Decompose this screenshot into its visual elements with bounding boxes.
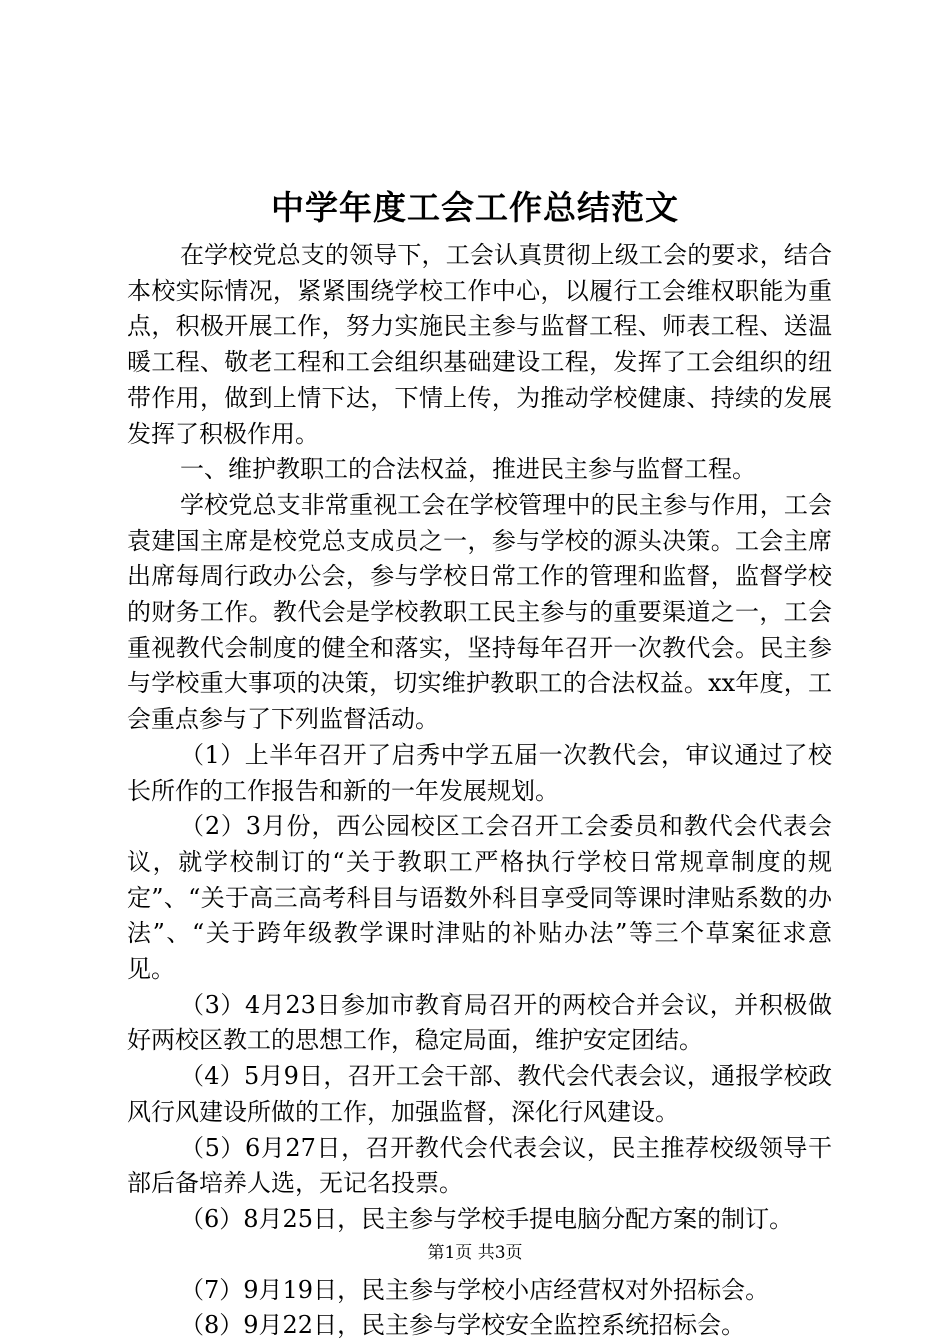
- list-item: （2）3月份，西公园校区工会召开工会委员和教代会代表会议，就学校制订的“关于教职工严格执行学校日常规章制度的规定”、“关于高三高考科目与语数外科目享受同等课时津贴系数的办法”、“关于跨年级教学课时津贴的补贴办法”等三个草案征求意见。: [127, 812, 832, 984]
- document-body: [127, 238, 832, 1344]
- section-heading: 一、维护教职工的合法权益，推进民主参与监督工程。: [180, 455, 756, 484]
- list-item: （3）4月23日参加市教育局召开的两校合并会议，并积极做好两校区教工的思想工作，稳定局面，维护安定团结。: [127, 990, 832, 1055]
- document-title: 中学年度工会工作总结范文: [271, 188, 679, 227]
- list-item: （4）5月9日，召开工会干部、教代会代表会议，通报学校政风行风建设所做的工作，加强监督，深化行风建设。: [127, 1062, 832, 1126]
- page-total: 共3页: [477, 1243, 523, 1263]
- list-item: （6）8月25日，民主参与学校手提电脑分配方案的制订。: [180, 1204, 794, 1233]
- page-number: 第1页: [427, 1243, 473, 1263]
- page-footer: [0, 1241, 950, 1265]
- intro-paragraph: 在学校党总支的领导下，工会认真贯彻上级工会的要求，结合本校实际情况，紧紧围绕学校工作中心，以履行工会维权职能为重点，积极开展工作，努力实施民主参与监督工程、师表工程、送温暖工程、敬老工程和工会组织基础建设工程，发挥了工会组织的纽带作用，做到上情下达，下情上传，为推动学校健康、持续的发展发挥了积极作用。: [127, 241, 832, 448]
- list-item: （7）9月19日，民主参与学校小店经营权对外招标会。: [180, 1275, 770, 1304]
- list-item: （1）上半年召开了启秀中学五届一次教代会，审议通过了校长所作的工作报告和新的一年发展规划。: [127, 740, 832, 805]
- list-item: （8）9月22日，民主参与学校安全监控系统招标会。: [180, 1311, 746, 1340]
- body-paragraph: 学校党总支非常重视工会在学校管理中的民主参与作用，工会袁建国主席是校党总支成员之一，参与学校的源头决策。工会主席出席每周行政办公会，参与学校日常工作的管理和监督，监督学校的财务工作。教代会是学校教职工民主参与的重要渠道之一，工会重视教代会制度的健全和落实，坚持每年召开一次教代会。民主参与学校重大事项的决策，切实维护教职工的合法权益。xx年度，工会重点参与了下列监督活动。: [127, 490, 832, 734]
- list-item: （5）6月27日，召开教代会代表会议，民主推荐校级领导干部后备培养人选，无记名投票。: [127, 1133, 832, 1198]
